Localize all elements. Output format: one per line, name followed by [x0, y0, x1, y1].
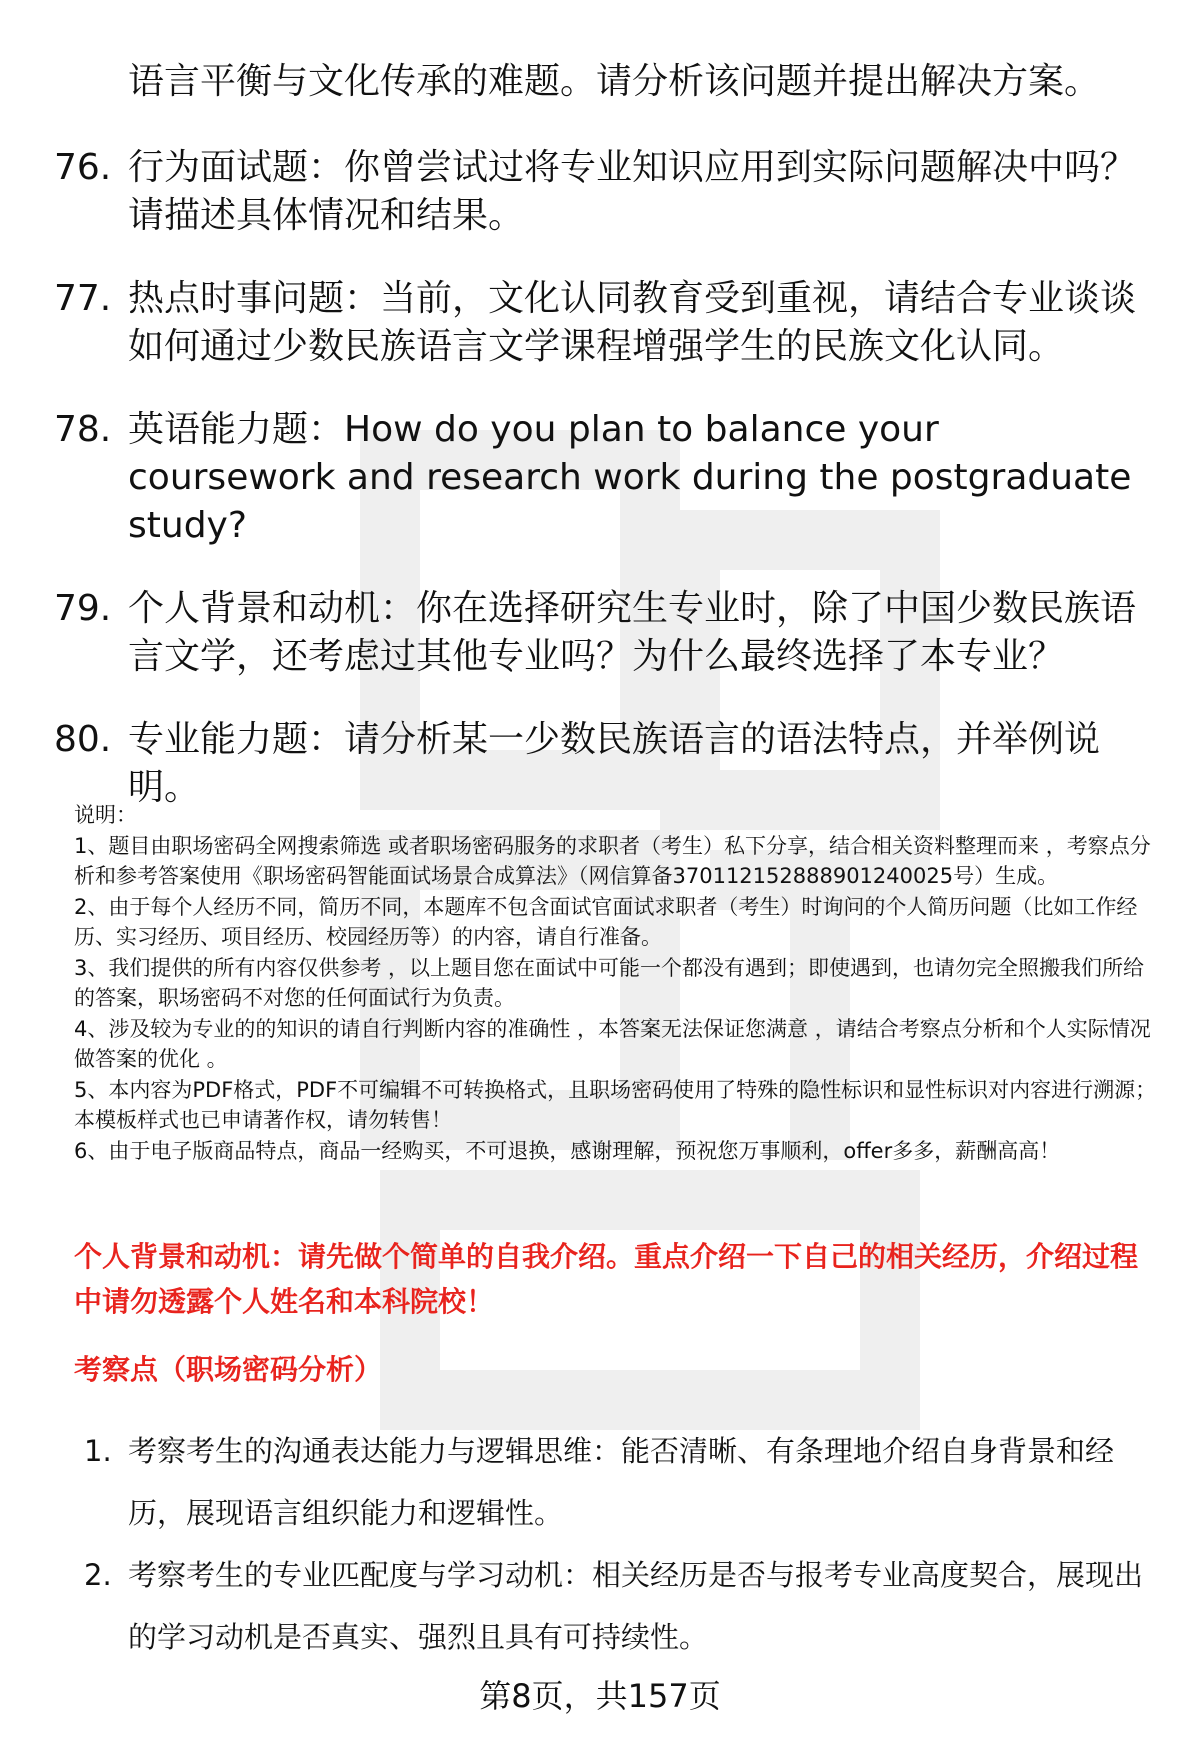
- point-text: 考察考生的沟通表达能力与逻辑思维：能否清晰、有条理地介绍自身背景和经历，展现语言组织能力和逻辑性。: [128, 1434, 1115, 1530]
- question-number: 76.: [54, 147, 112, 188]
- page-footer: 第8页，共157页: [479, 1677, 721, 1715]
- notes-heading: 说明：: [74, 803, 137, 827]
- question-text: 行为面试题：你曾尝试过将专业知识应用到实际问题解决中吗？请描述具体情况和结果。: [128, 147, 1137, 236]
- question-continuation: 语言平衡与文化传承的难题。请分析该问题并提出解决方案。: [128, 61, 1101, 102]
- point-text: 考察考生的专业匹配度与学习动机：相关经历是否与报考专业高度契合，展现出的学习动机是否真实、强烈且具有可持续性。: [128, 1558, 1144, 1654]
- note-item: 4、涉及较为专业的的知识的请自行判断内容的准确性 ，本答案无法保证您满意 ，请结合考察点分析和个人实际情况做答案的优化 。: [74, 1016, 1151, 1071]
- question-item: [54, 144, 1144, 240]
- point-number: 1.: [84, 1434, 112, 1468]
- note-item: 2、由于每个人经历不同，简历不同，本题库不包含面试官面试求职者（考生）时询问的个人简历问题（比如工作经历、实习经历、项目经历、校园经历等）的内容，请自行准备。: [74, 894, 1138, 949]
- question-number: 77.: [54, 278, 112, 319]
- note-item: 5、本内容为PDF格式，PDF不可编辑不可转换格式，且职场密码使用了特殊的隐性标识和显性标识对内容进行溯源；本模板样式也已申请著作权，请勿转售！: [74, 1077, 1157, 1132]
- notes-section: [74, 800, 1164, 1166]
- analysis-heading: 考察点（职场密码分析）: [74, 1353, 383, 1386]
- question-number: 79.: [54, 588, 112, 629]
- question-item: [54, 585, 1144, 681]
- question-text: 个人背景和动机：你在选择研究生专业时，除了中国少数民族语言文学，还考虑过其他专业吗？为什么最终选择了本专业？: [128, 588, 1137, 677]
- question-text: 专业能力题：请分析某一少数民族语言的语法特点，并举例说明。: [128, 719, 1101, 808]
- analysis-points: [84, 1420, 1154, 1668]
- question-text: 热点时事问题：当前，文化认同教育受到重视，请结合专业谈谈如何通过少数民族语言文学课程增强学生的民族文化认同。: [128, 278, 1137, 367]
- question-number: 78.: [54, 409, 112, 450]
- question-item: [54, 275, 1144, 371]
- point-number: 2.: [84, 1558, 112, 1592]
- highlight-question: 个人背景和动机：请先做个简单的自我介绍。重点介绍一下自己的相关经历，介绍过程中请勿透露个人姓名和本科院校！: [74, 1240, 1139, 1318]
- question-text: 英语能力题：How do you plan to balance your coursework and research work during the postgraduate study?: [128, 409, 1132, 546]
- question-item: [54, 716, 1144, 812]
- question-number: 80.: [54, 719, 112, 760]
- question-list: [54, 144, 1144, 847]
- note-item: 6、由于电子版商品特点，商品一经购买，不可退换，感谢理解，预祝您万事顺利，offer多多，薪酬高高！: [74, 1138, 1061, 1163]
- analysis-point: [84, 1544, 1154, 1668]
- note-item: 3、我们提供的所有内容仅供参考 ，以上题目您在面试中可能一个都没有遇到；即使遇到，也请勿完全照搬我们所给的答案，职场密码不对您的任何面试行为负责。: [74, 955, 1145, 1010]
- analysis-point: [84, 1420, 1154, 1544]
- question-item: [54, 406, 1144, 550]
- note-item: 1、题目由职场密码全网搜索筛选 或者职场密码服务的求职者（考生）私下分享，结合相关资料整理而来 ，考察点分析和参考答案使用《职场密码智能面试场景合成算法》（网信算备370112152888901240025号）生成。: [74, 833, 1151, 888]
